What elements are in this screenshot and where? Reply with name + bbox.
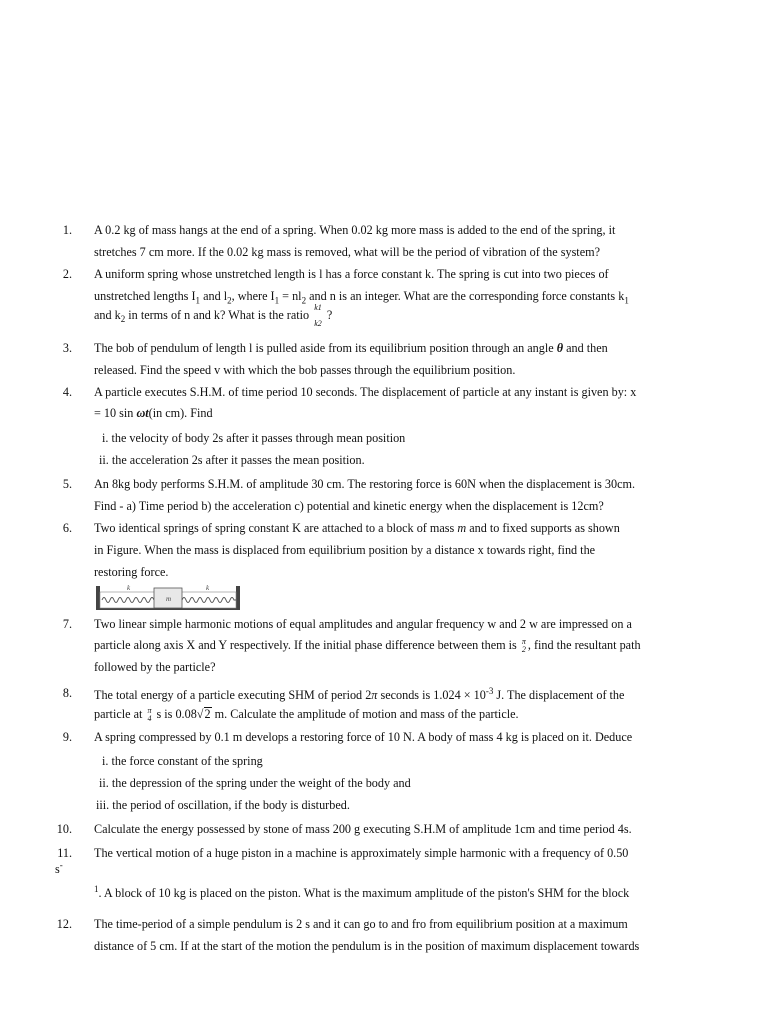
ratio-fraction: k1 k2	[314, 303, 322, 328]
question-text-line: A 0.2 kg of mass hangs at the end of a spring. When 0.02 kg more mass is added to the end of the spring, it	[94, 223, 616, 237]
question-text-line: The time-period of a simple pendulum is 2 s and it can go to and fro from equilibrium position at a maximum	[94, 917, 628, 931]
fig-label-m: m	[166, 595, 172, 603]
sub-question: ii. the acceleration 2s after it passes the mean position.	[99, 453, 365, 467]
spring-block-figure	[96, 582, 240, 612]
question-number: 9.	[62, 730, 72, 744]
sub-question: i. the velocity of body 2s after it passes through mean position	[102, 431, 406, 445]
question-number: 10.	[56, 822, 72, 836]
left-spring	[102, 598, 154, 603]
question-text-line: = 10 sin ωt(in cm). Find	[94, 406, 213, 420]
question-number: 7.	[62, 617, 72, 631]
question-number: 1.	[62, 223, 72, 237]
sub-question: i. the force constant of the spring	[102, 754, 263, 768]
question-text-line: Find - a) Time period b) the acceleration c) potential and kinetic energy when the displacement is 12cm?	[94, 499, 604, 513]
question-text-line: followed by the particle?	[94, 660, 216, 674]
question-text-line: Calculate the energy possessed by stone of mass 200 g executing S.H.M of amplitude 1cm and time period 4s.	[94, 822, 632, 836]
question-text-line: An 8kg body performs S.H.M. of amplitude 30 cm. The restoring force is 60N when the displacement is 30cm.	[94, 477, 635, 491]
unit-fragment: s-	[55, 860, 63, 877]
fig-label-k: k	[127, 584, 131, 592]
question-number: 3.	[62, 341, 72, 355]
question-text-line: unstretched lengths $I_1$ and $l_2$, where $I_1 = nl_2$ and n is an integer. What are the corresponding force constants $k_1$	[94, 289, 629, 306]
question-text-line: particle along axis X and Y respectively. If the initial phase difference between them is π 2 , find the resultant path	[94, 637, 641, 655]
question-text-line: restoring force.	[94, 565, 169, 579]
right-spring	[182, 598, 236, 603]
question-text-line: The bob of pendulum of length l is pulled aside from its equilibrium position through an angle θ and then	[94, 341, 608, 355]
question-text-line: The vertical motion of a huge piston in a machine is approximately simple harmonic with a frequency of 0.50	[94, 846, 629, 860]
question-text-line: $^1$. A block of 10 kg is placed on the piston. What is the maximum amplitude of the piston's SHM for the block	[94, 884, 630, 901]
question-text-line: Two linear simple harmonic motions of equal amplitudes and angular frequency w and 2 w are impressed on a	[94, 617, 632, 631]
question-text-line: in Figure. When the mass is displaced from equilibrium position by a distance x towards right, find the	[94, 543, 596, 557]
question-text-line: A uniform spring whose unstretched length is l has a force constant k. The spring is cut into two pieces of	[94, 267, 609, 281]
question-text-line: A particle executes S.H.M. of time period 10 seconds. The displacement of particle at any instant is given by: x	[94, 385, 637, 399]
question-number: 12.	[56, 917, 72, 931]
question-number: 5.	[62, 477, 72, 491]
pi-over-4: π 4	[147, 706, 152, 724]
question-text-line: A spring compressed by 0.1 m develops a restoring force of 10 N. A body of mass 4 kg is placed on it. Deduce	[94, 730, 633, 744]
sub-question: iii. the period of oscillation, if the body is disturbed.	[96, 798, 350, 812]
question-number: 4.	[62, 385, 72, 399]
question-text-line: released. Find the speed v with which the bob passes through the equilibrium position.	[94, 363, 516, 377]
pi-over-2: π 2	[521, 637, 526, 655]
question-number: 11.	[57, 846, 72, 860]
question-text-line: The total energy of a particle executing SHM of period 2π seconds is $1.024 \times 10^{-3}$ J. The displacement of the	[94, 686, 625, 703]
question-text-line: Two identical springs of spring constant K are attached to a block of mass m and to fixed supports as shown	[94, 521, 620, 535]
question-text-line: stretches 7 cm more. If the 0.02 kg mass is removed, what will be the period of vibration of the system?	[94, 245, 600, 259]
question-number: 8.	[62, 686, 72, 700]
question-number: 6.	[62, 521, 72, 535]
fig-label-k: k	[206, 584, 210, 592]
sub-question: ii. the depression of the spring under the weight of the body and	[99, 776, 411, 790]
question-number: 2.	[62, 267, 72, 281]
question-text-line: particle at π 4 s is 0.08√2 m. Calculate the amplitude of motion and mass of the particle.	[94, 706, 519, 724]
question-text-line: distance of 5 cm. If at the start of the motion the pendulum is in the position of maximum displacement towards	[94, 939, 640, 953]
question-text-line: and $k_2$ in terms of n and k? What is the ratio k1 k2 ?	[94, 303, 333, 328]
